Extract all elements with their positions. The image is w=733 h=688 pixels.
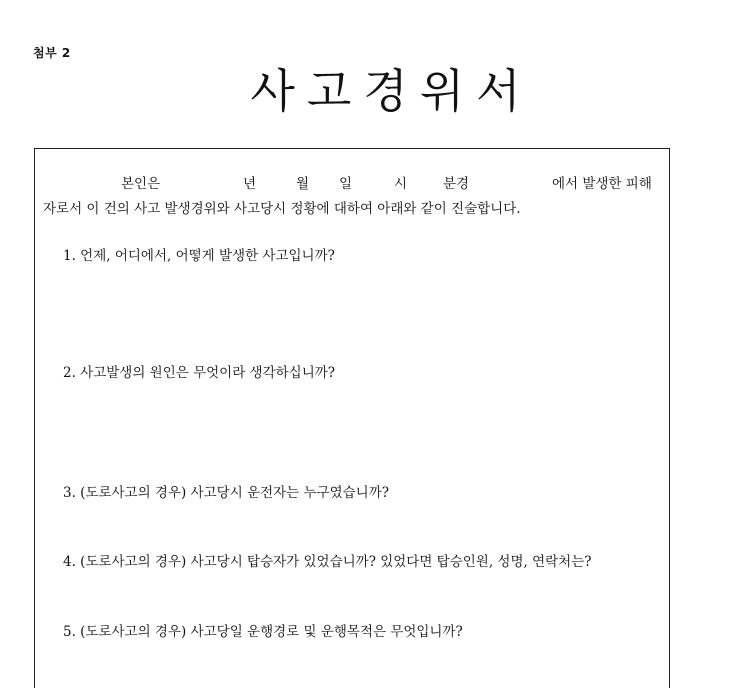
intro-month-label: 월	[296, 176, 310, 192]
intro-occurred-text: 에서 발생한 피해	[552, 176, 652, 192]
intro-minute-label: 분경	[443, 176, 470, 192]
document-title: 사고경위서	[250, 64, 533, 118]
question-5: 5. (도로사고의 경우) 사고당일 운행경로 및 운행목적은 무엇입니까?	[63, 624, 463, 640]
intro-subject: 본인은	[121, 176, 161, 192]
intro-day-label: 일	[339, 176, 353, 192]
question-2: 2. 사고발생의 원인은 무엇이라 생각하십니까?	[63, 365, 336, 381]
attachment-label: 첨부 2	[33, 46, 71, 60]
statement-form-box	[34, 148, 670, 688]
intro-year-label: 년	[243, 176, 257, 192]
question-4: 4. (도로사고의 경우) 사고당시 탑승자가 있었습니까? 있었다면 탑승인원, 성명, 연락처는?	[63, 554, 592, 570]
question-3: 3. (도로사고의 경우) 사고당시 운전자는 누구였습니까?	[63, 485, 389, 501]
intro-hour-label: 시	[394, 176, 408, 192]
intro-line-1	[0, 172, 733, 192]
intro-line-2: 자로서 이 건의 사고 발생경위와 사고당시 정황에 대하여 아래와 같이 진술합니다.	[43, 201, 521, 217]
question-1: 1. 언제, 어디에서, 어떻게 발생한 사고입니까?	[63, 248, 335, 264]
